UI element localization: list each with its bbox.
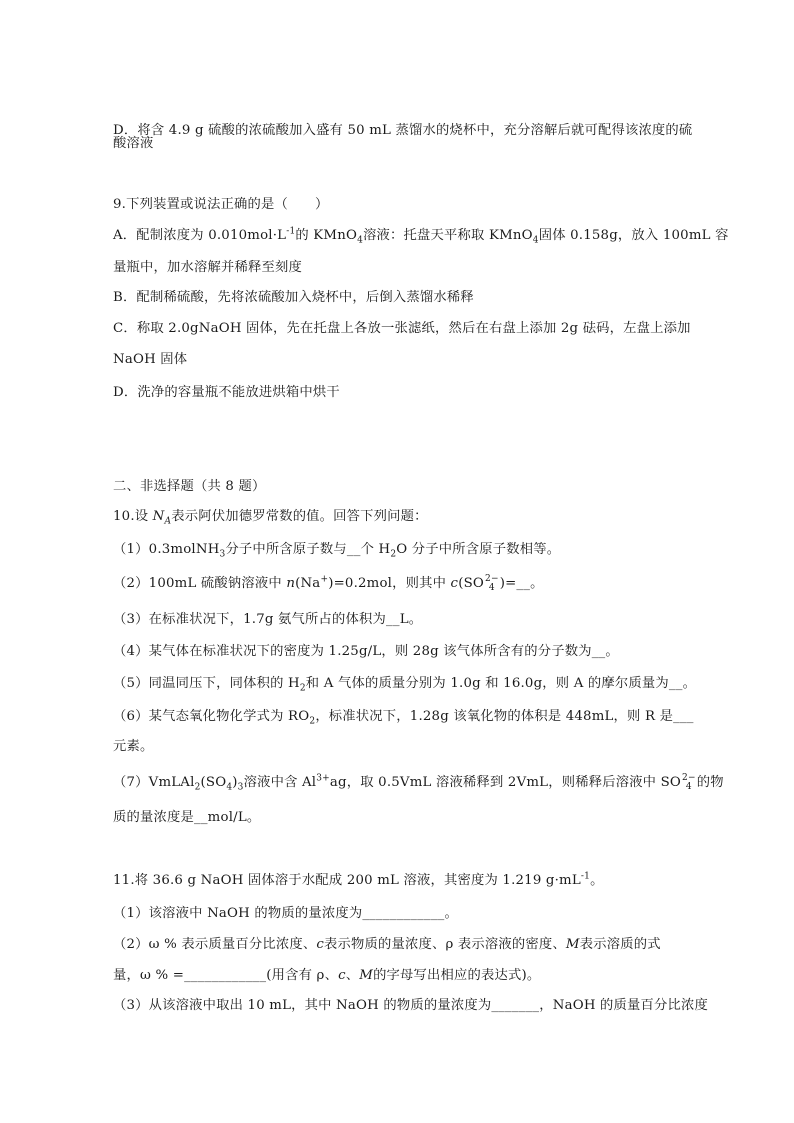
q9-stem: 9.下列装置或说法正确的是（ ） bbox=[113, 197, 329, 212]
q11-part-1: （1）该溶液中 NaOH 的物质的量浓度为____________。 bbox=[113, 906, 459, 921]
q9-option-a-line1: A．配制浓度为 $0.010mol\cdot L^{-1}$的 KMnO$_4$溶液：托盘天平称取 KMnO$_4$固体 0.158g，放入 100mL 容 bbox=[113, 226, 729, 246]
q9-option-c-line2: NaOH 固体 bbox=[113, 352, 188, 367]
q10-part-7-line1: $(7)VmLAl_2(SO_4)_3$溶液中含 $Al^{3+}ag$，取 0.5VmL 溶液稀释到 2VmL，则稀释后溶液中 SO 2− 4 的物 bbox=[113, 772, 724, 793]
sulfate-charge-fraction: 2− 4 bbox=[485, 573, 499, 593]
q10-part-6-line2: 元素。 bbox=[113, 739, 154, 754]
q11-part-2-line1: （2）ω % 表示质量百分比浓度、c表示物质的量浓度、ρ 表示溶液的密度、M表示溶质的式 bbox=[113, 937, 661, 952]
q11-part-3: （3）从该溶液中取出 10 mL，其中 NaOH 的物质的量浓度为_______，NaOH 的质量百分比浓度 bbox=[113, 998, 709, 1013]
q10-part-1: （1）0.3molNH$_3$分子中所含原子数与__个 $H_2O$ 分子中所含原子数相等。 bbox=[113, 542, 561, 560]
q8-option-d-line2: 酸溶液 bbox=[113, 136, 154, 151]
section-heading: 二、非选择题（共 8 题） bbox=[113, 479, 266, 494]
q9-option-b: B．配制稀硫酸，先将浓硫酸加入烧杯中，后倒入蒸馏水稀释 bbox=[113, 290, 474, 305]
q10-part-6-line1: （6）某气态氧化物化学式为 $RO_2$，标准状况下，1.28g 该氧化物的体积是 448mL，则 R 是___ bbox=[113, 709, 694, 727]
q9-option-a-line2: 量瓶中，加水溶解并稀释至刻度 bbox=[113, 260, 302, 275]
q11-stem: 11.将 36.6 g NaOH 固体溶于水配成 200 mL 溶液，其密度为 1.219 $g\cdot mL^{-1}$。 bbox=[113, 871, 604, 888]
q10-part-4: （4）某气体在标准状况下的密度为 1.25g/L，则 28g 该气体所含有的分子数为__。 bbox=[113, 644, 619, 659]
q10-part-7-line2: 质的量浓度是__mol/L。 bbox=[113, 810, 261, 825]
q10-part-3: （3）在标准状况下，1.7g 氨气所占的体积为__L。 bbox=[113, 612, 423, 627]
q8-option-d-line1: D．将含 4.9 g 硫酸的浓硫酸加入盛有 50 mL 蒸馏水的烧杯中，充分溶解后就可配得该浓度的硫 bbox=[113, 123, 693, 138]
q9-option-c-line1: C．称取 2.0gNaOH 固体，先在托盘上各放一张滤纸，然后在右盘上添加 2g 砝码，左盘上添加 bbox=[113, 321, 691, 336]
q11-part-2-line2: 量，ω % =____________(用含有 ρ、c、M的字母写出相应的表达式)。 bbox=[113, 968, 541, 983]
q10-part-2: （2）100mL 硫酸钠溶液中 n(Na+)=0.2mol，则其中 c(SO 2− 4 )=__。 bbox=[113, 573, 544, 593]
q10-stem: 10.设 $N_A$表示阿伏加德罗常数的值。回答下列问题： bbox=[113, 509, 428, 527]
q9-option-d: D．洗净的容量瓶不能放进烘箱中烘干 bbox=[113, 385, 340, 400]
sulfate-charge-fraction-2: 2− 4 bbox=[682, 772, 696, 792]
q10-part-5: （5）同温同压下，同体积的 $H_2$和 A 气体的质量分别为 1.0g 和 16.0g，则 A 的摩尔质量为__。 bbox=[113, 676, 697, 694]
